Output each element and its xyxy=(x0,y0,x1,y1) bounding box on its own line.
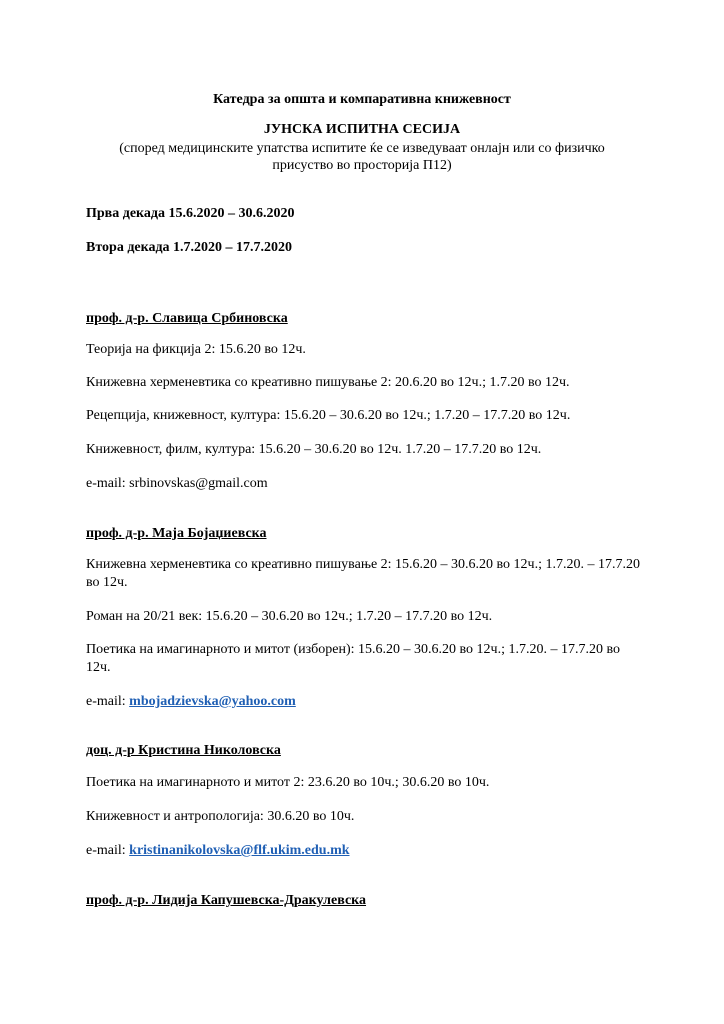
course-line: Теорија на фикција 2: 15.6.20 во 12ч. xyxy=(86,342,306,357)
course-line: Книжевна херменевтика со креативно пишување 2: 20.6.20 во 12ч.; 1.7.20 во 12ч. xyxy=(86,375,570,390)
email-line xyxy=(86,693,296,711)
course-line: Поетика на имагинарното и митот 2: 23.6.20 во 10ч.; 30.6.20 во 10ч. xyxy=(86,775,490,790)
session-note xyxy=(0,140,724,174)
course-line: Поетика на имагинарното и митот (изборен): 15.6.20 – 30.6.20 во 12ч.; 1.7.20. – 17.7.20 во 12ч. xyxy=(86,642,621,675)
professor-name: доц. д-р Кристина Николовска xyxy=(86,743,281,758)
email-label: e-mail: xyxy=(86,476,130,491)
session-title: ЈУНСКА ИСПИТНА СЕСИЈА xyxy=(263,122,461,137)
course-line: Рецепција, книжевност, култура: 15.6.20 – 30.6.20 во 12ч.; 1.7.20 – 17.7.20 во 12ч. xyxy=(86,408,571,423)
professor-name: проф. д-р. Славица Србиновска xyxy=(86,311,288,326)
decade-first: Прва декада 15.6.2020 – 30.6.2020 xyxy=(86,206,295,221)
email-label: e-mail: xyxy=(86,694,130,709)
course-line: Книжевност и антропологија: 30.6.20 во 10ч. xyxy=(86,809,355,824)
professor-name: проф. д-р. Лидија Капушевска-Дракулевска xyxy=(86,893,367,908)
course-line: Книжевност, филм, култура: 15.6.20 – 30.6.20 во 12ч. 1.7.20 – 17.7.20 во 12ч. xyxy=(86,442,542,457)
course-line: Книжевна херменевтика со креативно пишување 2: 15.6.20 – 30.6.20 во 12ч.; 1.7.20. – 17.7.20 во 12ч. xyxy=(86,557,640,590)
course-line: Роман на 20/21 век: 15.6.20 – 30.6.20 во 12ч.; 1.7.20 – 17.7.20 во 12ч. xyxy=(86,609,493,624)
email-link[interactable]: mbojadzievska@yahoo.com xyxy=(129,694,296,709)
department-heading: Катедра за општа и компаративна книжевност xyxy=(213,92,511,107)
professor-name: проф. д-р. Маја Бојаџиевска xyxy=(86,526,267,541)
email-line xyxy=(86,475,268,493)
session-note-line-2: присуство во просторија П12) xyxy=(272,158,452,173)
email-link[interactable]: kristinanikolovska@flf.ukim.edu.mk xyxy=(129,843,350,858)
decade-second: Втора декада 1.7.2020 – 17.7.2020 xyxy=(86,240,293,255)
session-note-line-1: (според медицинските упатства испитите ќе се изведуваат онлајн или со физичко xyxy=(119,141,605,156)
email-label: e-mail: xyxy=(86,843,130,858)
email-address: srbinovskas@gmail.com xyxy=(129,476,268,491)
email-line xyxy=(86,842,350,860)
